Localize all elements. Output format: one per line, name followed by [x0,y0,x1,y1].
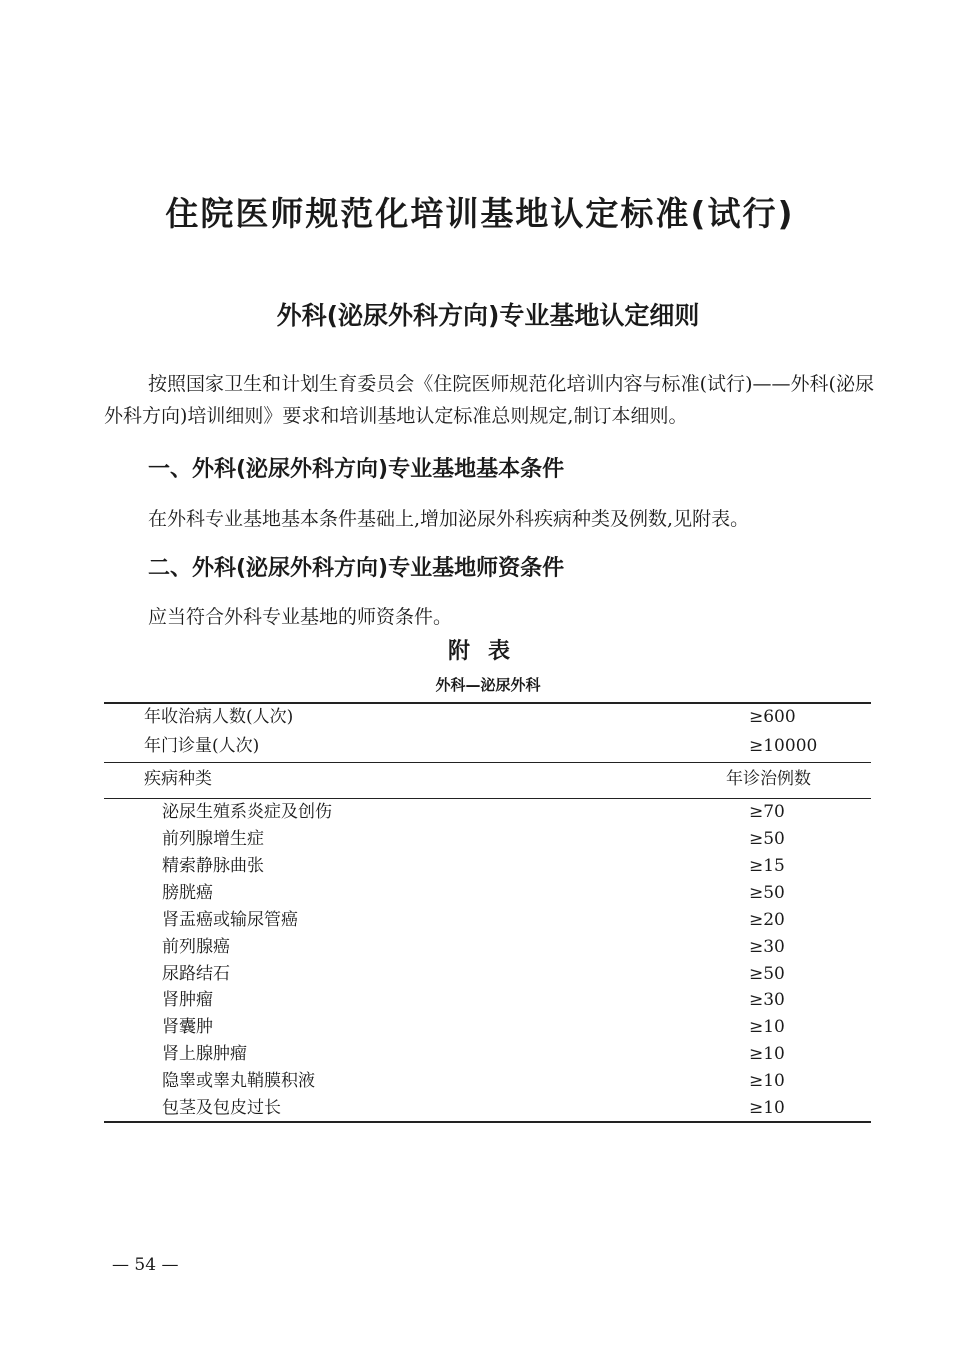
table-bottom-rule [104,1121,871,1123]
disease-name: 尿路结石 [162,964,230,984]
disease-name: 膀胱癌 [162,883,213,903]
disease-cases: ≥50 [749,883,785,903]
row-value: ≥10000 [749,736,818,756]
document-title: 住院医师规范化培训基地认定标准(试行) [165,194,795,233]
section1-heading: 一、外科(泌尿外科方向)专业基地基本条件 [148,457,565,482]
table-divider [104,762,871,763]
appendix-subtitle: 外科—泌尿外科 [435,676,541,694]
page-number: — 54 — [112,1255,179,1275]
disease-cases: ≥70 [749,802,785,822]
disease-cases: ≥10 [749,1098,785,1118]
disease-cases: ≥30 [749,990,785,1010]
disease-name: 泌尿生殖系炎症及创伤 [162,802,332,822]
table-row [104,1014,871,1041]
table-row [104,799,871,826]
table-row [104,987,871,1014]
table-row [104,907,871,934]
disease-name: 前列腺增生症 [162,829,264,849]
disease-cases: ≥50 [749,964,785,984]
row-label: 年门诊量(人次) [144,736,260,756]
disease-cases: ≥10 [749,1044,785,1064]
table-row [104,1095,871,1122]
header-disease-type: 疾病种类 [144,769,212,789]
table-row [104,961,871,988]
section2-body: 应当符合外科专业基地的师资条件。 [148,606,453,628]
disease-name: 隐睾或睾丸鞘膜积液 [162,1071,315,1091]
disease-name: 肾盂癌或输尿管癌 [162,910,298,930]
table-row [104,853,871,880]
table-row [104,1041,871,1068]
disease-cases: ≥10 [749,1071,785,1091]
disease-name: 包茎及包皮过长 [162,1098,281,1118]
table-row [104,704,871,731]
table-row [104,826,871,853]
disease-name: 肾上腺肿瘤 [162,1044,247,1064]
table-row [104,934,871,961]
header-annual-cases: 年诊治例数 [726,769,811,789]
table-header-row [104,766,871,793]
document-subtitle: 外科(泌尿外科方向)专业基地认定细则 [276,301,700,330]
disease-cases: ≥10 [749,1017,785,1037]
disease-name: 前列腺癌 [162,937,230,957]
disease-name: 肾囊肿 [162,1017,213,1037]
row-value: ≥600 [749,707,796,727]
disease-name: 精索静脉曲张 [162,856,264,876]
disease-cases: ≥15 [749,856,785,876]
table-row [104,733,871,760]
row-label: 年收治病人数(人次) [144,707,294,727]
disease-cases: ≥50 [749,829,785,849]
section1-body: 在外科专业基地基本条件基础上,增加泌尿外科疾病种类及例数,见附表。 [148,508,750,530]
table-row [104,1068,871,1095]
table-row [104,880,871,907]
intro-paragraph: 按照国家卫生和计划生育委员会《住院医师规范化培训内容与标准(试行)——外科(泌尿外科方向)培训细则》要求和培训基地认定标准总则规定,制订本细则。 [104,373,874,427]
section2-heading: 二、外科(泌尿外科方向)专业基地师资条件 [148,556,565,581]
disease-cases: ≥30 [749,937,785,957]
disease-cases: ≥20 [749,910,785,930]
disease-name: 肾肿瘤 [162,990,213,1010]
appendix-title: 附表 [447,639,528,664]
